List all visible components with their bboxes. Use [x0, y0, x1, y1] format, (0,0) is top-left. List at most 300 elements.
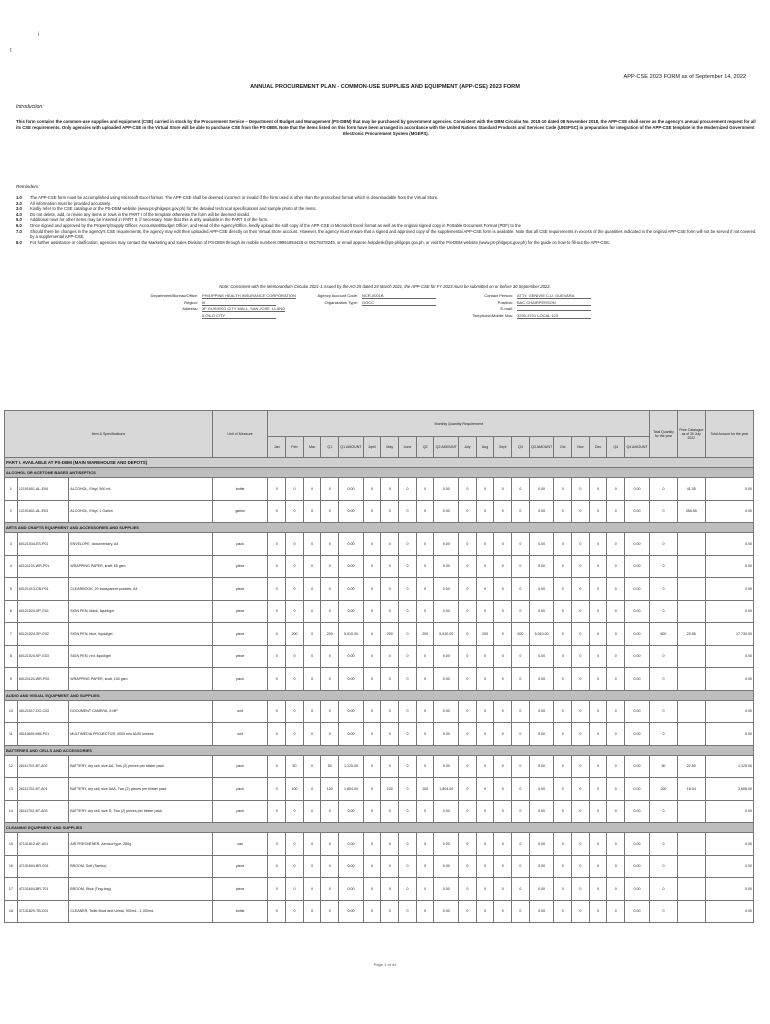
quantity-cell[interactable]: 0: [399, 778, 417, 801]
quantity-cell[interactable]: 0: [381, 533, 399, 556]
quantity-cell[interactable]: 0: [554, 900, 572, 923]
quantity-cell[interactable]: 0: [399, 533, 417, 556]
quantity-cell[interactable]: 0: [494, 878, 512, 901]
quantity-cell[interactable]: 0.00: [339, 833, 364, 856]
quantity-cell[interactable]: 0: [476, 723, 494, 746]
quantity-cell[interactable]: 200: [416, 623, 434, 646]
quantity-cell[interactable]: 0: [416, 578, 434, 601]
quantity-cell[interactable]: 0: [589, 578, 607, 601]
quantity-cell[interactable]: 0: [554, 855, 572, 878]
quantity-cell[interactable]: 0: [399, 878, 417, 901]
quantity-cell[interactable]: 0.00: [434, 855, 459, 878]
quantity-cell[interactable]: 0: [512, 800, 530, 823]
quantity-cell[interactable]: 0: [494, 778, 512, 801]
quantity-cell[interactable]: 0: [268, 723, 286, 746]
quantity-cell[interactable]: 0: [554, 700, 572, 723]
quantity-cell[interactable]: 0: [363, 578, 381, 601]
quantity-cell[interactable]: 0: [381, 755, 399, 778]
quantity-cell[interactable]: 0: [476, 778, 494, 801]
quantity-cell[interactable]: 0: [321, 478, 339, 501]
quantity-cell[interactable]: 0: [268, 755, 286, 778]
quantity-cell[interactable]: 0: [303, 645, 321, 668]
quantity-cell[interactable]: 0.00: [529, 778, 554, 801]
quantity-cell[interactable]: 5,910.00: [434, 623, 459, 646]
quantity-cell[interactable]: 0: [286, 800, 304, 823]
quantity-cell[interactable]: 0: [572, 778, 590, 801]
quantity-cell[interactable]: 0.00: [434, 478, 459, 501]
quantity-cell[interactable]: 0: [554, 645, 572, 668]
quantity-cell[interactable]: 0: [512, 645, 530, 668]
quantity-cell[interactable]: 0.00: [625, 700, 650, 723]
quantity-cell[interactable]: 0: [286, 878, 304, 901]
quantity-cell[interactable]: 0: [399, 578, 417, 601]
quantity-cell[interactable]: 0: [381, 833, 399, 856]
quantity-cell[interactable]: 0: [303, 555, 321, 578]
quantity-cell[interactable]: 0: [268, 700, 286, 723]
quantity-cell[interactable]: 0.00: [339, 600, 364, 623]
quantity-cell[interactable]: 0: [476, 855, 494, 878]
quantity-cell[interactable]: 0: [363, 500, 381, 523]
quantity-cell[interactable]: 0: [416, 855, 434, 878]
quantity-cell[interactable]: 0: [554, 800, 572, 823]
quantity-cell[interactable]: 0.00: [434, 878, 459, 901]
quantity-cell[interactable]: 0.00: [625, 755, 650, 778]
quantity-cell[interactable]: 0: [268, 533, 286, 556]
quantity-cell[interactable]: 5,910.00: [529, 623, 554, 646]
quantity-cell[interactable]: 0: [399, 700, 417, 723]
quantity-cell[interactable]: 0: [416, 600, 434, 623]
quantity-cell[interactable]: 0: [303, 478, 321, 501]
quantity-cell[interactable]: 0: [268, 478, 286, 501]
quantity-cell[interactable]: 0: [572, 623, 590, 646]
quantity-cell[interactable]: 0.00: [434, 668, 459, 691]
quantity-cell[interactable]: 0: [416, 533, 434, 556]
quantity-cell[interactable]: 0: [268, 623, 286, 646]
quantity-cell[interactable]: 0: [494, 623, 512, 646]
quantity-cell[interactable]: 0: [416, 723, 434, 746]
quantity-cell[interactable]: 0.00: [434, 533, 459, 556]
quantity-cell[interactable]: 0: [494, 900, 512, 923]
quantity-cell[interactable]: 0: [381, 500, 399, 523]
quantity-cell[interactable]: 0: [476, 700, 494, 723]
quantity-cell[interactable]: 0: [607, 700, 625, 723]
quantity-cell[interactable]: 0.00: [529, 600, 554, 623]
quantity-cell[interactable]: 0: [494, 500, 512, 523]
quantity-cell[interactable]: 0.00: [529, 800, 554, 823]
quantity-cell[interactable]: 0: [416, 645, 434, 668]
quantity-cell[interactable]: 0: [416, 500, 434, 523]
quantity-cell[interactable]: 0: [303, 755, 321, 778]
quantity-cell[interactable]: 0: [363, 478, 381, 501]
quantity-cell[interactable]: 0: [286, 668, 304, 691]
quantity-cell[interactable]: 0: [572, 555, 590, 578]
quantity-cell[interactable]: 0.00: [434, 555, 459, 578]
quantity-cell[interactable]: 0: [607, 500, 625, 523]
quantity-cell[interactable]: 0: [459, 668, 477, 691]
quantity-cell[interactable]: 0: [494, 645, 512, 668]
quantity-cell[interactable]: 0: [554, 478, 572, 501]
quantity-cell[interactable]: 0: [512, 478, 530, 501]
quantity-cell[interactable]: 0: [303, 800, 321, 823]
quantity-cell[interactable]: 0: [399, 478, 417, 501]
quantity-cell[interactable]: 0: [303, 878, 321, 901]
quantity-cell[interactable]: 0: [476, 555, 494, 578]
quantity-cell[interactable]: 0: [303, 578, 321, 601]
quantity-cell[interactable]: 200: [512, 623, 530, 646]
quantity-cell[interactable]: 0: [268, 668, 286, 691]
quantity-cell[interactable]: 0.00: [339, 700, 364, 723]
quantity-cell[interactable]: 0: [321, 500, 339, 523]
quantity-cell[interactable]: 0.00: [339, 855, 364, 878]
quantity-cell[interactable]: 0: [321, 668, 339, 691]
quantity-cell[interactable]: 0.00: [434, 755, 459, 778]
quantity-cell[interactable]: 0: [554, 878, 572, 901]
quantity-cell[interactable]: 50: [286, 755, 304, 778]
quantity-cell[interactable]: 100: [416, 778, 434, 801]
quantity-cell[interactable]: 0: [494, 855, 512, 878]
quantity-cell[interactable]: 0: [554, 755, 572, 778]
quantity-cell[interactable]: 0: [476, 668, 494, 691]
quantity-cell[interactable]: 0: [607, 878, 625, 901]
quantity-cell[interactable]: 0: [589, 533, 607, 556]
quantity-cell[interactable]: 0: [459, 555, 477, 578]
quantity-cell[interactable]: 0: [321, 855, 339, 878]
quantity-cell[interactable]: 0: [286, 578, 304, 601]
quantity-cell[interactable]: 0: [381, 600, 399, 623]
quantity-cell[interactable]: 0: [589, 855, 607, 878]
quantity-cell[interactable]: 0: [381, 555, 399, 578]
quantity-cell[interactable]: 0: [321, 833, 339, 856]
quantity-cell[interactable]: 0: [494, 833, 512, 856]
quantity-cell[interactable]: 0.00: [529, 668, 554, 691]
quantity-cell[interactable]: 0: [476, 878, 494, 901]
quantity-cell[interactable]: 0: [321, 578, 339, 601]
quantity-cell[interactable]: 0: [512, 855, 530, 878]
quantity-cell[interactable]: 1,804.00: [434, 778, 459, 801]
quantity-cell[interactable]: 0: [607, 533, 625, 556]
quantity-cell[interactable]: 0: [363, 800, 381, 823]
quantity-cell[interactable]: 0.00: [625, 645, 650, 668]
quantity-cell[interactable]: 0: [303, 723, 321, 746]
quantity-cell[interactable]: 200: [381, 623, 399, 646]
quantity-cell[interactable]: 0: [268, 778, 286, 801]
quantity-cell[interactable]: 0: [459, 600, 477, 623]
quantity-cell[interactable]: 0: [512, 555, 530, 578]
quantity-cell[interactable]: 0: [572, 600, 590, 623]
quantity-cell[interactable]: 0.00: [529, 578, 554, 601]
quantity-cell[interactable]: 0: [363, 833, 381, 856]
quantity-cell[interactable]: 0.00: [339, 723, 364, 746]
quantity-cell[interactable]: 0: [286, 600, 304, 623]
quantity-cell[interactable]: 0: [607, 900, 625, 923]
quantity-cell[interactable]: 0.00: [339, 578, 364, 601]
quantity-cell[interactable]: 0: [512, 900, 530, 923]
quantity-cell[interactable]: 0.00: [529, 478, 554, 501]
quantity-cell[interactable]: 0: [589, 900, 607, 923]
quantity-cell[interactable]: 0: [286, 645, 304, 668]
quantity-cell[interactable]: 0: [572, 833, 590, 856]
quantity-cell[interactable]: 0: [476, 600, 494, 623]
quantity-cell[interactable]: 0.00: [434, 578, 459, 601]
quantity-cell[interactable]: 0: [286, 723, 304, 746]
quantity-cell[interactable]: 0: [572, 800, 590, 823]
quantity-cell[interactable]: 0: [321, 600, 339, 623]
quantity-cell[interactable]: 0: [381, 900, 399, 923]
quantity-cell[interactable]: 0.00: [339, 478, 364, 501]
quantity-cell[interactable]: 100: [286, 778, 304, 801]
quantity-cell[interactable]: 0.00: [625, 623, 650, 646]
quantity-cell[interactable]: 0: [303, 855, 321, 878]
quantity-cell[interactable]: 0.00: [625, 778, 650, 801]
quantity-cell[interactable]: 0: [268, 645, 286, 668]
quantity-cell[interactable]: 0: [589, 800, 607, 823]
quantity-cell[interactable]: 0: [512, 833, 530, 856]
quantity-cell[interactable]: 0: [381, 800, 399, 823]
quantity-cell[interactable]: 0: [363, 600, 381, 623]
quantity-cell[interactable]: 0: [459, 623, 477, 646]
quantity-cell[interactable]: 5,910.00: [339, 623, 364, 646]
quantity-cell[interactable]: 0.00: [625, 478, 650, 501]
quantity-cell[interactable]: 0: [589, 555, 607, 578]
quantity-cell[interactable]: 0: [286, 900, 304, 923]
quantity-cell[interactable]: 0: [459, 855, 477, 878]
quantity-cell[interactable]: 0.00: [529, 855, 554, 878]
quantity-cell[interactable]: 0: [572, 500, 590, 523]
quantity-cell[interactable]: 0.00: [625, 600, 650, 623]
quantity-cell[interactable]: 0.00: [625, 668, 650, 691]
quantity-cell[interactable]: 0: [589, 833, 607, 856]
quantity-cell[interactable]: 0: [572, 723, 590, 746]
quantity-cell[interactable]: 0: [512, 500, 530, 523]
quantity-cell[interactable]: 0: [268, 500, 286, 523]
quantity-cell[interactable]: 0: [589, 755, 607, 778]
quantity-cell[interactable]: 0: [494, 478, 512, 501]
quantity-cell[interactable]: 0: [554, 723, 572, 746]
quantity-cell[interactable]: 0.00: [434, 723, 459, 746]
quantity-cell[interactable]: 0: [459, 500, 477, 523]
quantity-cell[interactable]: 0: [607, 578, 625, 601]
quantity-cell[interactable]: 0: [572, 878, 590, 901]
quantity-cell[interactable]: 0.00: [339, 645, 364, 668]
quantity-cell[interactable]: 0.00: [529, 533, 554, 556]
quantity-cell[interactable]: 0: [303, 900, 321, 923]
quantity-cell[interactable]: 0.00: [434, 833, 459, 856]
quantity-cell[interactable]: 0: [607, 478, 625, 501]
quantity-cell[interactable]: 0: [607, 800, 625, 823]
quantity-cell[interactable]: 0: [363, 700, 381, 723]
quantity-cell[interactable]: 0: [399, 800, 417, 823]
quantity-cell[interactable]: 0: [399, 833, 417, 856]
quantity-cell[interactable]: 0: [494, 533, 512, 556]
quantity-cell[interactable]: 0.00: [625, 855, 650, 878]
quantity-cell[interactable]: 0: [554, 778, 572, 801]
quantity-cell[interactable]: 0: [286, 833, 304, 856]
quantity-cell[interactable]: 0.00: [339, 500, 364, 523]
quantity-cell[interactable]: 0: [363, 533, 381, 556]
quantity-cell[interactable]: 0: [494, 723, 512, 746]
quantity-cell[interactable]: 0: [572, 533, 590, 556]
quantity-cell[interactable]: 0: [286, 500, 304, 523]
quantity-cell[interactable]: 0: [416, 555, 434, 578]
quantity-cell[interactable]: 0: [399, 668, 417, 691]
quantity-cell[interactable]: 0: [399, 900, 417, 923]
quantity-cell[interactable]: 0: [363, 900, 381, 923]
quantity-cell[interactable]: 0: [381, 855, 399, 878]
quantity-cell[interactable]: 0: [589, 778, 607, 801]
quantity-cell[interactable]: 0: [589, 700, 607, 723]
quantity-cell[interactable]: 0.00: [625, 878, 650, 901]
quantity-cell[interactable]: 0: [572, 900, 590, 923]
quantity-cell[interactable]: 0: [572, 478, 590, 501]
quantity-cell[interactable]: 0: [416, 833, 434, 856]
quantity-cell[interactable]: 0: [476, 833, 494, 856]
quantity-cell[interactable]: 0: [416, 800, 434, 823]
quantity-cell[interactable]: 0.00: [434, 645, 459, 668]
quantity-cell[interactable]: 0: [554, 833, 572, 856]
quantity-cell[interactable]: 0: [607, 778, 625, 801]
quantity-cell[interactable]: 0: [321, 800, 339, 823]
quantity-cell[interactable]: 0: [512, 723, 530, 746]
quantity-cell[interactable]: 0.00: [625, 900, 650, 923]
quantity-cell[interactable]: 0: [512, 755, 530, 778]
quantity-cell[interactable]: 0: [321, 723, 339, 746]
quantity-cell[interactable]: 50: [321, 755, 339, 778]
quantity-cell[interactable]: 0.00: [339, 878, 364, 901]
quantity-cell[interactable]: 0: [607, 723, 625, 746]
quantity-cell[interactable]: 0: [572, 645, 590, 668]
quantity-cell[interactable]: 0: [399, 855, 417, 878]
quantity-cell[interactable]: 0: [303, 600, 321, 623]
quantity-cell[interactable]: 0: [476, 478, 494, 501]
quantity-cell[interactable]: 0: [268, 900, 286, 923]
quantity-cell[interactable]: 0: [363, 878, 381, 901]
quantity-cell[interactable]: 0: [572, 578, 590, 601]
quantity-cell[interactable]: 0: [494, 578, 512, 601]
quantity-cell[interactable]: 0.00: [434, 700, 459, 723]
quantity-cell[interactable]: 0.00: [529, 645, 554, 668]
quantity-cell[interactable]: 0.00: [625, 500, 650, 523]
quantity-cell[interactable]: 0: [303, 533, 321, 556]
quantity-cell[interactable]: 0: [321, 700, 339, 723]
quantity-cell[interactable]: 200: [286, 623, 304, 646]
quantity-cell[interactable]: 0: [512, 600, 530, 623]
quantity-cell[interactable]: 0: [303, 700, 321, 723]
quantity-cell[interactable]: 0: [459, 900, 477, 923]
quantity-cell[interactable]: 0.00: [339, 800, 364, 823]
quantity-cell[interactable]: 0: [476, 533, 494, 556]
quantity-cell[interactable]: 0: [363, 555, 381, 578]
quantity-cell[interactable]: 0: [268, 878, 286, 901]
quantity-cell[interactable]: 0: [459, 778, 477, 801]
quantity-cell[interactable]: 0: [494, 555, 512, 578]
quantity-cell[interactable]: 0: [459, 533, 477, 556]
quantity-cell[interactable]: 0: [381, 645, 399, 668]
quantity-cell[interactable]: 0: [399, 555, 417, 578]
quantity-cell[interactable]: 0: [554, 668, 572, 691]
quantity-cell[interactable]: 0.00: [625, 555, 650, 578]
quantity-cell[interactable]: 0: [459, 800, 477, 823]
quantity-cell[interactable]: 0: [459, 700, 477, 723]
quantity-cell[interactable]: 100: [321, 778, 339, 801]
quantity-cell[interactable]: 0.00: [434, 900, 459, 923]
quantity-cell[interactable]: 0: [589, 878, 607, 901]
quantity-cell[interactable]: 0: [381, 578, 399, 601]
quantity-cell[interactable]: 0.00: [529, 878, 554, 901]
quantity-cell[interactable]: 0: [512, 700, 530, 723]
quantity-cell[interactable]: 0: [572, 855, 590, 878]
quantity-cell[interactable]: 0: [268, 833, 286, 856]
quantity-cell[interactable]: 0: [363, 723, 381, 746]
quantity-cell[interactable]: 0.00: [625, 723, 650, 746]
quantity-cell[interactable]: 0: [476, 578, 494, 601]
quantity-cell[interactable]: 0: [607, 833, 625, 856]
quantity-cell[interactable]: 0: [268, 855, 286, 878]
quantity-cell[interactable]: 0: [554, 533, 572, 556]
quantity-cell[interactable]: 0: [589, 645, 607, 668]
quantity-cell[interactable]: 0: [303, 778, 321, 801]
quantity-cell[interactable]: 0: [494, 668, 512, 691]
quantity-cell[interactable]: 0.00: [339, 668, 364, 691]
quantity-cell[interactable]: 0: [589, 500, 607, 523]
quantity-cell[interactable]: 0: [268, 600, 286, 623]
quantity-cell[interactable]: 0: [381, 700, 399, 723]
quantity-cell[interactable]: 200: [321, 623, 339, 646]
quantity-cell[interactable]: 0: [494, 800, 512, 823]
quantity-cell[interactable]: 0: [381, 723, 399, 746]
quantity-cell[interactable]: 0: [381, 668, 399, 691]
quantity-cell[interactable]: 0: [416, 478, 434, 501]
quantity-cell[interactable]: 0.00: [434, 600, 459, 623]
quantity-cell[interactable]: 0.00: [529, 555, 554, 578]
quantity-cell[interactable]: 0: [494, 600, 512, 623]
quantity-cell[interactable]: 0: [399, 723, 417, 746]
quantity-cell[interactable]: 0: [476, 500, 494, 523]
quantity-cell[interactable]: 0: [494, 755, 512, 778]
quantity-cell[interactable]: 0: [381, 878, 399, 901]
quantity-cell[interactable]: 0.00: [529, 700, 554, 723]
quantity-cell[interactable]: 0.00: [339, 555, 364, 578]
quantity-cell[interactable]: 0: [363, 623, 381, 646]
quantity-cell[interactable]: 0: [554, 623, 572, 646]
quantity-cell[interactable]: 0: [476, 900, 494, 923]
quantity-cell[interactable]: 0: [589, 723, 607, 746]
quantity-cell[interactable]: 0: [399, 623, 417, 646]
quantity-cell[interactable]: 0: [286, 533, 304, 556]
quantity-cell[interactable]: 0.00: [625, 533, 650, 556]
quantity-cell[interactable]: 0: [607, 668, 625, 691]
quantity-cell[interactable]: 0: [416, 668, 434, 691]
quantity-cell[interactable]: 0: [589, 600, 607, 623]
quantity-cell[interactable]: 0: [459, 833, 477, 856]
quantity-cell[interactable]: 0: [554, 578, 572, 601]
quantity-cell[interactable]: 0: [512, 668, 530, 691]
quantity-cell[interactable]: 0: [286, 555, 304, 578]
quantity-cell[interactable]: 0: [554, 500, 572, 523]
quantity-cell[interactable]: 0: [512, 578, 530, 601]
quantity-cell[interactable]: 0: [303, 623, 321, 646]
quantity-cell[interactable]: 0.00: [529, 755, 554, 778]
quantity-cell[interactable]: 0: [589, 478, 607, 501]
quantity-cell[interactable]: 0: [399, 645, 417, 668]
quantity-cell[interactable]: 0: [363, 668, 381, 691]
quantity-cell[interactable]: 0: [416, 878, 434, 901]
quantity-cell[interactable]: 0: [607, 555, 625, 578]
quantity-cell[interactable]: 0: [459, 578, 477, 601]
quantity-cell[interactable]: 0: [321, 900, 339, 923]
quantity-cell[interactable]: 0: [494, 700, 512, 723]
quantity-cell[interactable]: 1,125.00: [339, 755, 364, 778]
quantity-cell[interactable]: 0.00: [529, 833, 554, 856]
